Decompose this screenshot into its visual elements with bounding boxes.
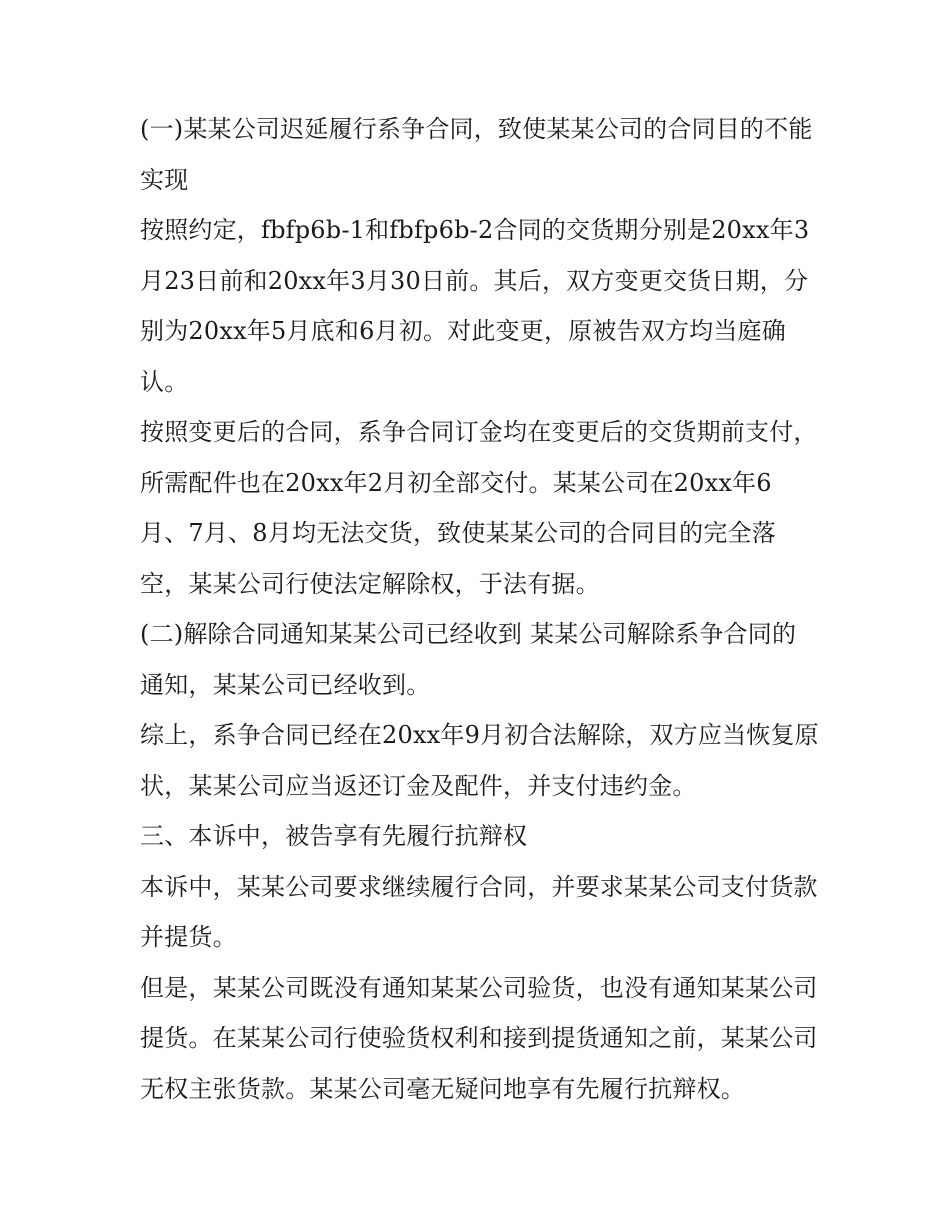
paragraph-delivery-dates: 按照约定，fbfp6b-1和fbfp6b-2合同的交货期分别是20xx年3月23日前和20xx年3月30日前。其后，双方变更交货日期，分别为20xx年5月底和6月初。对此变更，原被告双方均当庭确认。 bbox=[140, 216, 810, 396]
paragraph-claim: 本诉中，某某公司要求继续履行合同，并要求某某公司支付货款并提货。 bbox=[140, 872, 818, 951]
document-body bbox=[140, 104, 820, 1114]
paragraph-deposit-payment: 按照变更后的合同，系争合同订金均在变更后的交货期前支付，所需配件也在20xx年2月初全部交付。某某公司在20xx年6月、7月、8月均无法交货，致使某某公司的合同目的完全落空，某某公司行使法定解除权，于法有据。 bbox=[140, 418, 818, 598]
paragraph-defense: 但是，某某公司既没有通知某某公司验货，也没有通知某某公司提货。在某某公司行使验货权利和接到提货通知之前，某某公司无权主张货款。某某公司毫无疑问地享有先履行抗辩权。 bbox=[140, 973, 818, 1103]
section-heading-3: 三、本诉中，被告享有先履行抗辩权 bbox=[140, 822, 528, 850]
section-heading-1: (一)某某公司迟延履行系争合同，致使某某公司的合同目的不能实现 bbox=[140, 115, 813, 194]
section-heading-2: (二)解除合同通知某某公司已经收到 某某公司解除系争合同的通知，某某公司已经收到。 bbox=[140, 620, 797, 699]
paragraph-summary: 综上，系争合同已经在20xx年9月初合法解除，双方应当恢复原状，某某公司应当返还订金及配件，并支付违约金。 bbox=[140, 721, 819, 800]
